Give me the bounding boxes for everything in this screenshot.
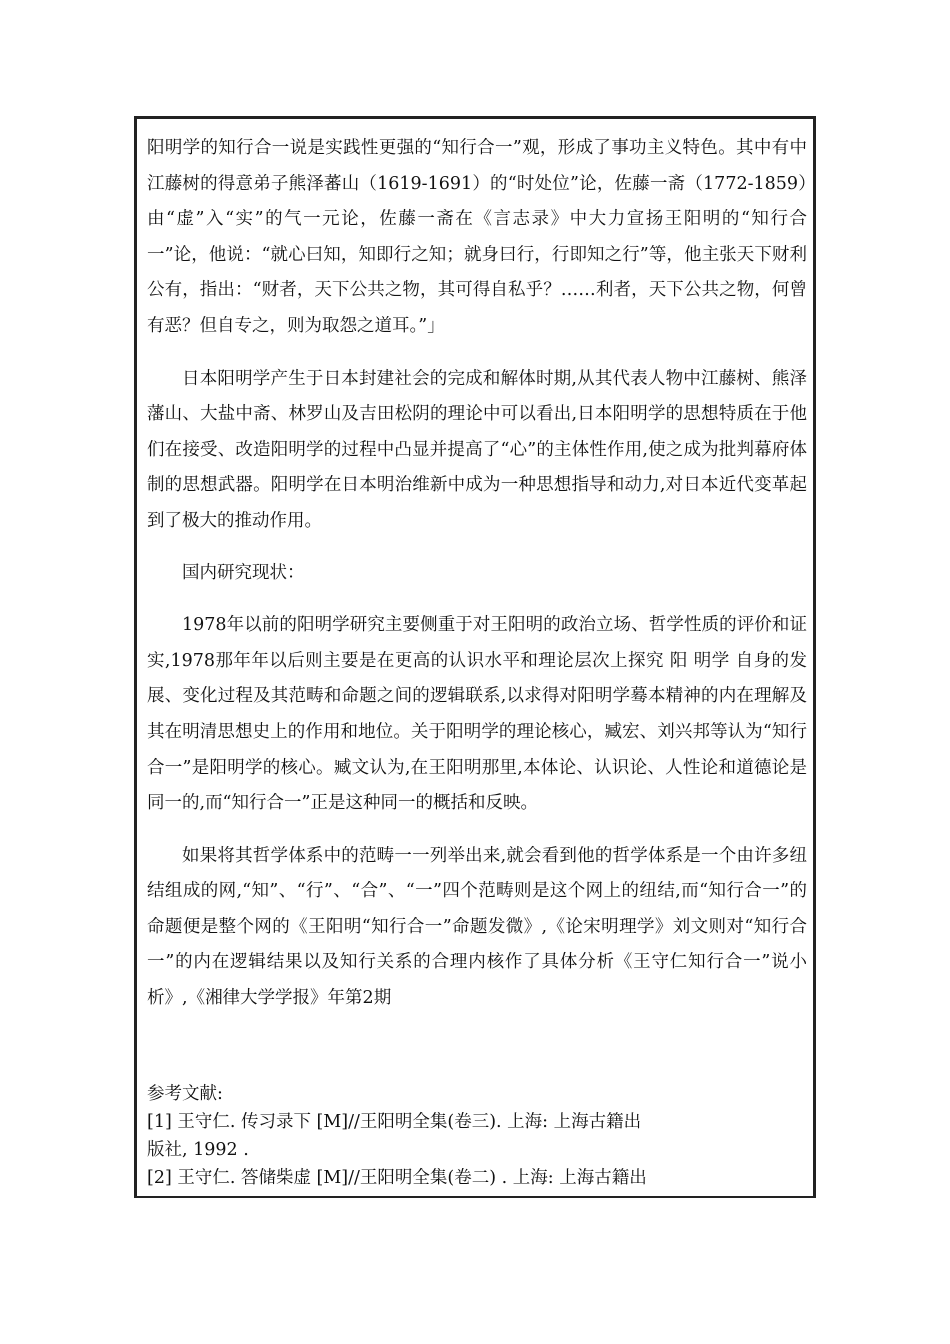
paragraph-domestic-research-history: 1978年以前的阳明学研究主要侧重于对王阳明的政治立场、哲学性质的评价和证实,1978那年年以后则主要是在更高的认识水平和理论层次上探究 阳 明学 自身的发展、变化过程及其范畴和命题之间的逻辑联系,以求得对阳明学蓦本精神的内在理解及其在明清思想史上的作用和地位。关于阳明学的理论核心，臧宏、刘兴邦等认为“知行合一”是阳明学的核心。臧文认为,在王阳明那里,本体论、认识论、人性论和道德论是同一的,而“知行合一”正是这种同一的概括和反映。 — [147, 615, 807, 814]
references-heading: 参考文献: — [147, 1084, 223, 1104]
body-text — [147, 131, 807, 1017]
reference-line: [2] 王守仁. 答储柴虚 [M]//王阳明全集(卷二) . 上海: 上海古籍出 — [147, 1168, 647, 1188]
section-heading-domestic-research: 国内研究现状： — [182, 562, 305, 583]
paragraph-japan-yangming-origin: 日本阳明学产生于日本封建社会的完成和解体时期,从其代表人物中江藤树、熊泽藩山、大盐中斋、林罗山及吉田松阴的理论中可以看出,日本阳明学的思想特质在于他们在接受、改造阳明学的过程中凸显并提高了“心”的主体性作用,使之成为批判幕府体制的思想武器。阳明学在日本明治维新中成为一种思想指导和动力,对日本近代变革起到了极大的推动作用。 — [147, 368, 807, 531]
reference-line: [1] 王守仁. 传习录下 [M]//王阳明全集(卷三). 上海: 上海古籍出 — [147, 1112, 642, 1132]
document-frame — [134, 116, 816, 1198]
reference-line: 版社, 1992 . — [147, 1140, 249, 1160]
references-section — [147, 1080, 747, 1192]
paragraph-japan-yangming-practice: 阳明学的知行合一说是实践性更强的“知行合一”观，形成了事功主义特色。其中有中江藤树的得意弟子熊泽蕃山（1619-1691）的“时处位”论，佐藤一斋（1772-1859）由“虚”入“实”的气一元论，佐藤一斋在《言志录》中大力宣扬王阳明的“知行合一”论，他说：“就心曰知，知即行之知；就身曰行，行即知之行”等，他主张天下财利公有，指出：“财者，天下公共之物，其可得自私乎？……利者，天下公共之物，何曾有恶？但自专之，则为取怨之道耳。”」 — [147, 138, 807, 336]
paragraph-philosophy-system: 如果将其哲学体系中的范畴一一列举出来,就会看到他的哲学体系是一个由许多纽结组成的网,“知”、“行”、“合”、“一”四个范畴则是这个网上的纽结,而“知行合一”的命题便是整个网的《王阳明“知行合一”命题发微》,《论宋明理学》刘文则对“知行合一”的内在逻辑结果以及知行关系的合理内核作了具体分析《王守仁知行合一”说小析》,《湘律大学学报》年第2期 — [147, 845, 807, 1009]
